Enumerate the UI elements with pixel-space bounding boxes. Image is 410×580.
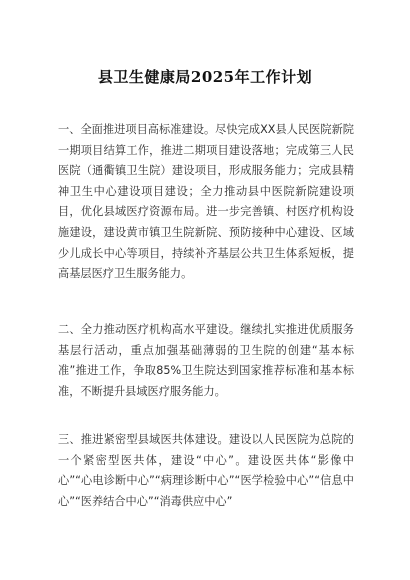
- paragraph-2: 二、全力推动医疗机构高水平建设。继续扎实推进优质服务基层行活动，重点加强基础薄弱的卫生院的创建“基本标准”推进工作，争取85%卫生院达到国家推荐标准和基本标准，不断提升县域医疗服务能力。: [58, 323, 354, 398]
- document-title: 县卫生健康局2025年工作计划: [97, 68, 313, 86]
- paragraph-3: 三、推进紧密型县域医共体建设。建设以人民医院为总院的一个紧密型医共体，建设“中心”。建设医共体“影像中心”“心电诊断中心”“病理诊断中心”“医学检验中心”“信息中心”“医养结合中心”“消毒供应中心”: [58, 433, 354, 508]
- paragraph-1: 一、全面推进项目高标准建设。尽快完成XX县人民医院新院一期项目结算工作，推进二期项目建设落地；完成第三人民医院（通衢镇卫生院）建设项目，形成服务能力；完成县精神卫生中心建设项目建设；全力推动县中医院新院建设项目，优化县域医疗资源布局。进一步完善镇、村医疗机构设施建设，建设黄市镇卫生院新院、预防接种中心建设、区域少儿成长中心等项目，持续补齐基层公共卫生体系短板，提高基层医疗卫生服务能力。: [58, 123, 354, 281]
